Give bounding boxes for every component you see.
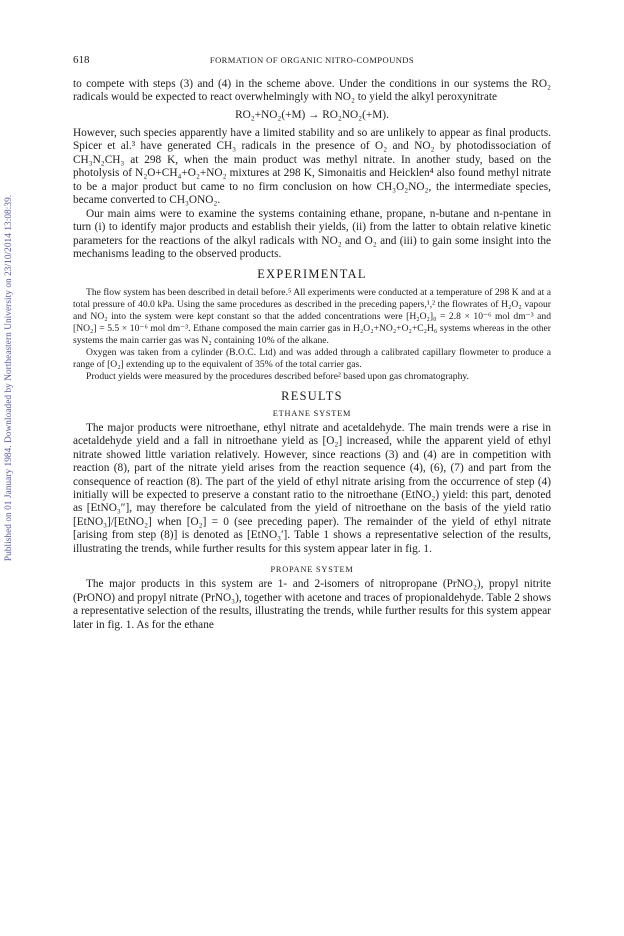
paragraph-intro-continuation: to compete with steps (3) and (4) in the scheme above. Under the conditions in our systems the RO₂ radicals would be expected to react overwhelmingly with NO₂ to yield the alkyl peroxynitrate bbox=[73, 78, 551, 104]
paragraph-ethane-results: The major products were nitroethane, ethyl nitrate and acetaldehyde. The main trends were a rise in acetaldehyde yield and a fall in nitroethane yield as [O₂] increased, while the apparent yield of ethyl nitrate showed little variation relatively. However, since reactions (3) and (4) are in competition with reaction (8), part of the nitrate yield arises from the reaction sequence (4), (6), (7) and part from the consequence of reaction (8). The part of the yield of ethyl nitrate arising from the occurrence of step (4) initially will be expected to preserve a constant ratio to the nitroethane (EtNO₂) yield: this part, denoted as [EtNO₃″], may therefore be calculated from the yield of nitroethane on the basis of the yield ratio [EtNO₃]/[EtNO₂] when [O₂] = 0 (see preceding paper). The remainder of the yield of ethyl nitrate [arising from step (8)] is denoted as [EtNO₃′]. Table 1 shows a representative selection of the results, illustrating the trends, while further results for this system appear later in fig. 1. bbox=[73, 421, 551, 555]
section-heading-experimental: EXPERIMENTAL bbox=[257, 267, 367, 282]
download-watermark-text: Published on 01 January 1984. Downloaded by Northeastern University on 23/10/2014 13:08:39. bbox=[4, 194, 14, 562]
paragraph-oxygen: Oxygen was taken from a cylinder (B.O.C. Ltd) and was added through a calibrated capillary flowmeter to produce a range of [O₂] extending up to the equivalent of 35% of the total carrier gas. bbox=[73, 346, 551, 370]
paragraph-aims: Our main aims were to examine the systems containing ethane, propane, n-butane and n-pentane in turn (i) to identify major products and establish their yields, (ii) from the latter to obtain relative kinetic parameters for the reactions of the alkyl radicals with NO₂ and O₂ and (iii) to gain some insight into the mechanisms leading to the observed products. bbox=[73, 207, 551, 260]
paragraph-peroxynitrate: However, such species apparently have a limited stability and so are unlikely to appear as final products. Spicer et al.³ have generated CH₃ radicals in the presence of O₂ and NO₂ by photodissociation of CH₃N₂CH₃ at 298 K, when the main product was methyl nitrate. In another study, based on the photolysis of N₂O+CH₄+O₂+NO₂ mixtures at 298 K, Simonaitis and Heicklen⁴ also found methyl nitrate to be a major product but came to no firm conclusion on how CH₃O₂NO₂, the intermediate species, became converted to CH₃ONO₂. bbox=[73, 126, 551, 207]
subsection-heading-propane: PROPANE SYSTEM bbox=[270, 565, 354, 575]
page-header bbox=[73, 54, 551, 70]
page-number: 618 bbox=[73, 54, 90, 66]
section-heading-results: RESULTS bbox=[281, 388, 343, 403]
running-title: FORMATION OF ORGANIC NITRO-COMPOUNDS bbox=[209, 55, 415, 65]
paragraph-flow-system: The flow system has been described in detail before.⁵ All experiments were conducted at a temperature of 298 K and at a total pressure of 40.0 kPa. Using the same procedures as described in the preceding papers,¹,² the flowrates of H₂O₂ vapour and NO₂ into the system were kept constant so that the added concentrations were [H₂O₂]₀ = 2.8 × 10⁻⁶ mol dm⁻³ and [NO₂] = 5.5 × 10⁻⁶ mol dm⁻³. Ethane composed the main carrier gas in H₂O₂+NO₂+O₂+C₂H₆ systems whereas in the other systems the main carrier gas was N₂ containing 10% of the alkane. bbox=[73, 287, 551, 347]
equation: RO₂+NO₂(+M) → RO₂NO₂(+M). bbox=[235, 108, 389, 121]
paragraph-product-yields: Product yields were measured by the procedures described before² based upon gas chromatography. bbox=[86, 370, 469, 382]
paragraph-propane-results: The major products in this system are 1- and 2-isomers of nitropropane (PrNO₂), propyl nitrite (PrONO) and propyl nitrate (PrNO₃), together with acetone and traces of propionaldehyde. Table 2 shows a representative selection of the results, illustrating the trends, while further results for this system appear later in fig. 1. As for the ethane bbox=[73, 578, 551, 631]
download-watermark bbox=[2, 150, 16, 606]
subsection-heading-ethane: ETHANE SYSTEM bbox=[272, 408, 352, 418]
page-body bbox=[73, 54, 551, 632]
